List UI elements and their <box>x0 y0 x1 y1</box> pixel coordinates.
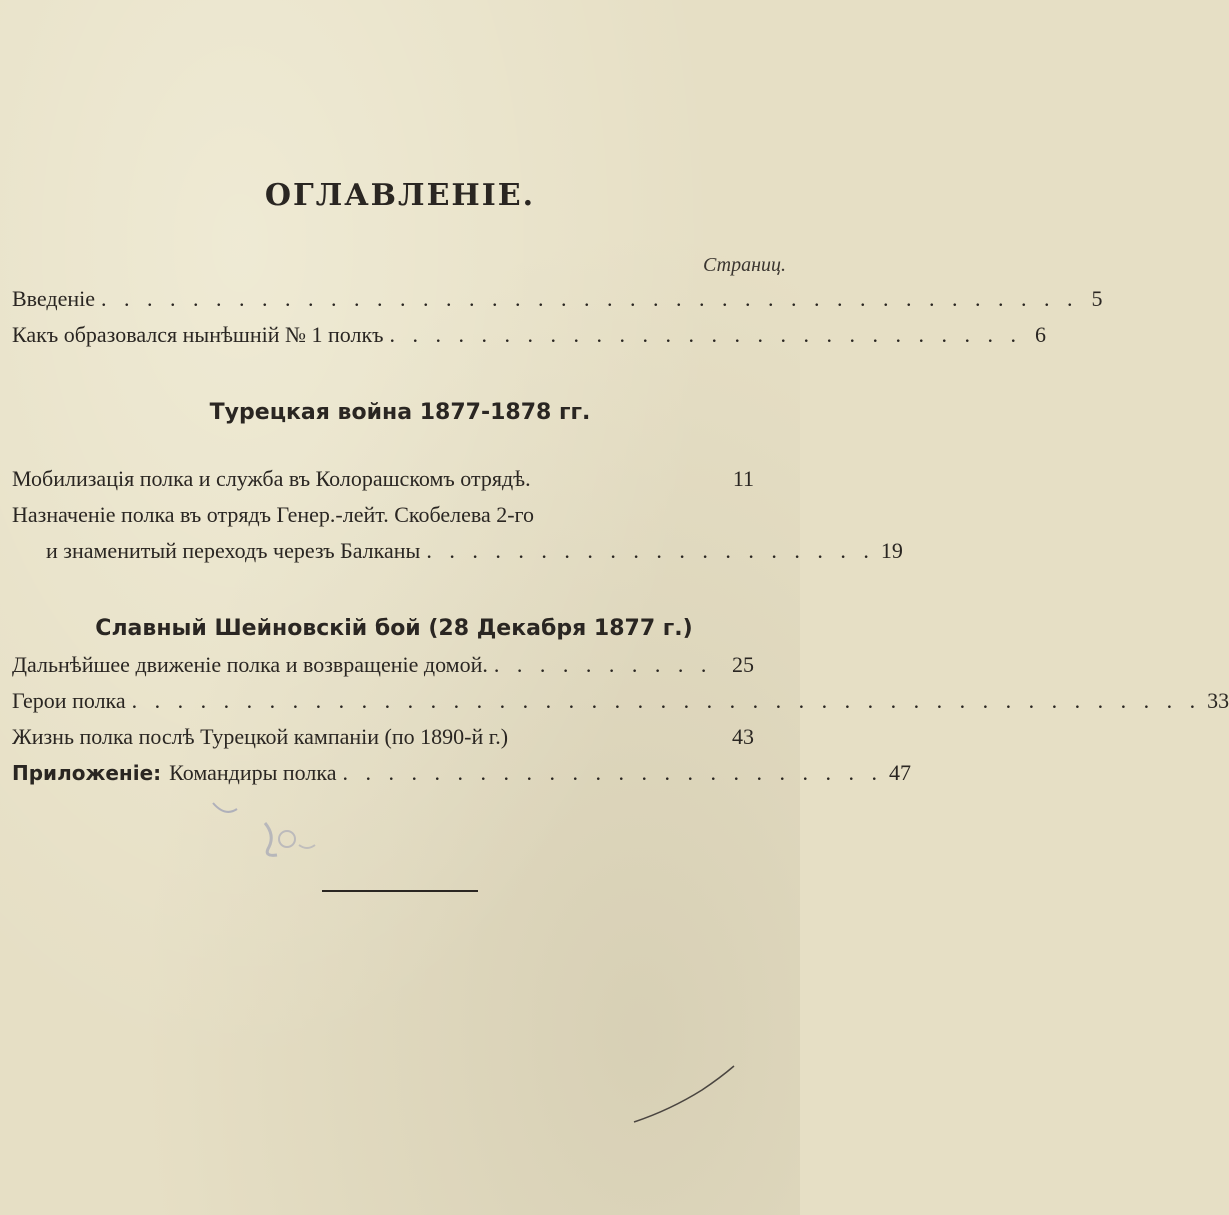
pages-column-label: Страниц. <box>703 254 786 276</box>
toc-entry-page: 47 <box>888 760 911 785</box>
library-stamp-icon <box>205 795 325 865</box>
toc-entry[interactable] <box>12 652 754 682</box>
leader-dots: . . . . . . . . . . . . . . . . . . . . . . . . <box>342 760 883 785</box>
toc-entry-title: Командиры полка <box>169 760 337 785</box>
toc-entry-page: 19 <box>880 538 903 563</box>
toc-entry-title: Герои полка <box>12 688 126 713</box>
appendix-label: Приложеніе: <box>12 761 162 785</box>
toc-entry[interactable] <box>12 466 754 496</box>
leader-dots: . . . . . . . . . . . . . . . . . . . . . . . . . . . . <box>389 322 1023 347</box>
toc-entry-title: Введеніе <box>12 286 96 311</box>
toc-entry-page: 5 <box>1091 286 1103 311</box>
toc-entry[interactable] <box>12 502 754 532</box>
section-heading: Славный Шейновскій бой (28 Декабря 1877 г.) <box>95 616 693 641</box>
leader-dots: . . . . . . . . . . . . . . . . . . . . <box>426 538 875 563</box>
toc-entry-title: Мобилизація полка и служба въ Колорашскомъ отрядѣ. <box>12 466 531 491</box>
toc-entry-title: Жизнь полка послѣ Турецкой кампаніи (по 1890-й г.) <box>12 724 509 749</box>
pen-mark-icon <box>630 1060 740 1130</box>
toc-entry-page: 33 <box>1207 688 1229 713</box>
section-heading: Турецкая война 1877-1878 гг. <box>209 400 591 425</box>
toc-entry[interactable] <box>12 760 911 790</box>
page-title: ОГЛАВЛЕНІЕ. <box>264 178 536 213</box>
leader-dots: . . . . . . . . . . . . . . . . . . . . . . . . . . . . . . . . . . . . . . . . . . . <box>101 286 1079 311</box>
toc-entry[interactable] <box>12 724 754 754</box>
divider-rule <box>322 890 478 892</box>
leader-dots: . . . . . . . . . . <box>493 652 713 677</box>
toc-entry-title: Дальнѣйшее движеніе полка и возвращеніе домой. <box>12 652 488 677</box>
toc-entry[interactable] <box>12 286 1103 316</box>
toc-entry-page: 43 <box>732 724 754 749</box>
toc-entry[interactable] <box>46 538 903 568</box>
toc-entry[interactable] <box>12 322 1047 352</box>
toc-entry-title: Назначеніе полка въ отрядъ Генер.-лейт. Скобелева 2-го <box>12 502 535 527</box>
toc-entry-page: 11 <box>732 466 754 491</box>
toc-entry-page: 6 <box>1035 322 1047 347</box>
toc-entry[interactable] <box>12 688 1229 718</box>
toc-entry-page: 25 <box>732 652 754 677</box>
leader-dots: . . . . . . . . . . . . . . . . . . . . . . . . . . . . . . . . . . . . . . . . . . . . . . . <box>131 688 1202 713</box>
toc-entry-title: Какъ образовался нынѣшній № 1 полкъ <box>12 322 384 347</box>
toc-entry-title: и знаменитый переходъ черезъ Балканы <box>46 538 421 563</box>
